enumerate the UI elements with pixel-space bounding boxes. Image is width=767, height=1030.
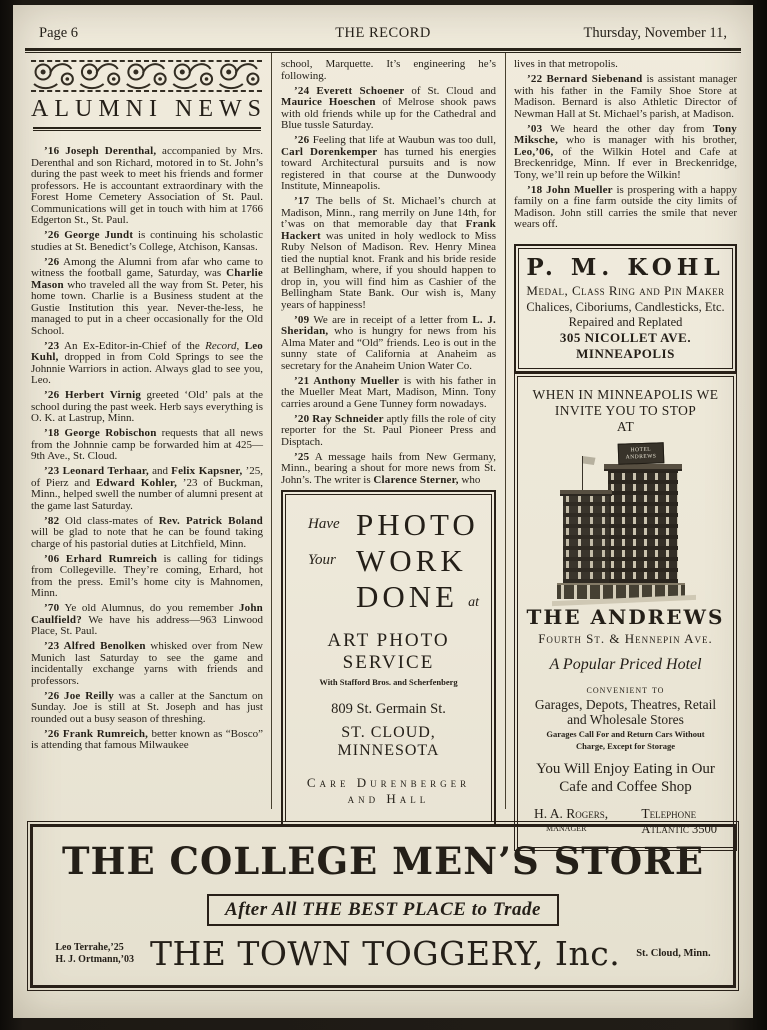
masthead	[13, 5, 753, 47]
photo-ad-word-work: WORK	[356, 542, 467, 578]
pm-kohl-ad	[514, 244, 737, 373]
photo-ad-at: at	[468, 594, 479, 610]
news-paragraph: ’23 Leonard Terhaar, and Felix Kapsner, ’25, of Pierz and Edward Kohler, ’23 of Buckman, Minn., helped swell the number of alumni present at the game last Saturday.	[31, 465, 264, 512]
news-paragraph: ’16 Joseph Derenthal, accompanied by Mrs. Derenthal and son Richard, motored in to St. John’s during the past week to meet his friends and former professors. He is accountant extraordinary with the Forest Home Cemetery Association of St. Paul. Communications will get in touch with him at 1766 Edgerton St., St. Paul.	[31, 145, 264, 226]
kohl-services-line: Repaired and Replated	[568, 315, 683, 329]
photo-ad-street: 809 St. Germain St.	[331, 700, 446, 717]
andrews-hotel-ad-inner	[517, 376, 734, 848]
pm-kohl-ad-inner	[518, 248, 733, 369]
andrews-telephone-number: Atlantic 3500	[641, 822, 717, 836]
hotel-tower-left	[563, 496, 609, 583]
store-owners	[55, 942, 134, 966]
andrews-hotel-ad	[514, 373, 737, 851]
toggery-name: THE TOWN TOGGERY, Inc.	[150, 934, 621, 973]
photo-ad-line	[296, 543, 481, 579]
section-title-rule	[33, 127, 261, 131]
news-paragraph: ’26 Frank Rumreich, better known as “Bosco” is attending that famous Milwaukee	[31, 727, 263, 751]
photo-ad-line	[296, 507, 481, 543]
college-mens-store-ad-inner	[30, 824, 736, 988]
andrews-footer	[526, 796, 725, 841]
hotel-cornice	[604, 464, 682, 471]
andrews-convenient-list: Garages, Depots, Theatres, Retail and Wholesale Stores	[534, 697, 717, 727]
andrews-manager-name: H. A. Rogers,	[534, 806, 609, 821]
photo-ad-your: Your	[308, 552, 336, 568]
andrews-invite-line2: INVITE YOU TO STOP	[554, 403, 697, 418]
kohl-address-line: 305 NICOLLET AVE. MINNEAPOLIS	[559, 330, 692, 361]
news-paragraph: ’24 Everett Schoener of St. Cloud and Maurice Hoeschen of Melrose shook paws with old friends while up for the Cathedral and Blue tussle Saturday.	[281, 84, 496, 131]
issue-date: Thursday, November 11,	[583, 25, 727, 41]
news-paragraph: ’09 We are in receipt of a letter from L. J. Sheridan, who is hungry for news from his Alma Mater and “Old” friends. Leo is out in the sunny state of California at Anaheim as secretary for the Anaheim Union Water Co.	[281, 313, 496, 372]
news-paragraph: ’03 We heard the other day from Tony Miksche, who is manager with his brother, Leo,’06, of the Wilkin Hotel and Cafe at Breckenridge, Minn. If ever in Breckenridge, Tony, we’ll rein up before the Wilkin!	[514, 122, 737, 181]
news-paragraph: ’21 Anthony Mueller is with his father in the Mueller Meat Mart, Madison, Minn. Tony carries around a Gene Tunney form nowadays.	[281, 374, 496, 410]
photo-ad-have: Have	[308, 516, 340, 532]
news-paragraph: ’26 George Jundt is continuing his scholastic studies at St. Benedict’s College, Atchison, Kansas.	[31, 229, 263, 253]
kohl-products-line: Chalices, Ciboriums, Candlesticks, Etc.	[526, 300, 725, 314]
photo-ad-line	[296, 579, 481, 615]
news-paragraph: ’25 A message hails from New Germany, Minn., bearing a shout for more news from St. John’s. The writer is Clarence Sterner, who	[281, 450, 496, 486]
art-photo-service-ad	[281, 490, 496, 826]
newspaper-page	[13, 5, 753, 1018]
store-name: THE COLLEGE MEN’S STORE	[61, 839, 705, 883]
ornament-border-icon	[31, 59, 263, 93]
hotel-sign-line1: HOTEL	[630, 446, 651, 454]
store-owner-2: H. J. Ortmann,’03	[55, 953, 134, 965]
news-paragraph: ’23 Alfred Benolken whisked over from New Munich last Saturday to see the game and incidentally exchange yarns with friends and professors.	[31, 640, 263, 687]
page-number: Page 6	[39, 25, 79, 41]
news-paragraph: ’06 Erhard Rumreich is calling for tidings from Collegeville. They’re coming, Erhard, hot from the press. Emil’s home city is Mahnomen, Minn.	[31, 552, 264, 599]
andrews-cafe-line2: Cafe and Coffee Shop	[559, 779, 692, 795]
news-paragraph: ’18 John Mueller is prospering with a happy family on a fine farm outside the city limits of Madison. John still carries the smile that never wears off.	[514, 183, 738, 230]
alumni-column-middle-text	[281, 59, 496, 490]
photo-ad-partners: With Stafford Bros. and Scherfenberg	[319, 676, 458, 687]
store-footer	[43, 934, 723, 973]
andrews-cafe-line1: You Will Enjoy Eating in Our	[536, 761, 715, 777]
alumni-column-left-text	[31, 146, 263, 755]
news-paragraph: school, Marquette. It’s engineering he’s following.	[281, 58, 496, 82]
store-owner-1: Leo Terrahe,’25	[55, 941, 124, 953]
news-paragraph: ’20 Ray Schneider aptly fills the role of city reporter for the St. Paul Pioneer Press and Disptach.	[281, 412, 496, 448]
photo-ad-word-done: DONE	[356, 578, 459, 614]
alumni-news-header	[31, 59, 267, 139]
andrews-manager-block	[534, 806, 608, 837]
andrews-address: Fourth St. & Hennepin Ave.	[538, 631, 713, 646]
news-paragraph: ’22 Bernard Siebenand is assistant manager with his father in the Family Shoe Store at Madison. Bernard is also Athletic Director of Newman Hall at St. Michael’s parish, at Madison.	[514, 73, 737, 120]
column-right	[506, 53, 739, 836]
news-paragraph: ’26 Joe Reilly was a caller at the Sanctum on Sunday. Joe is still at St. Joseph and has just rounded out a busy season of threshing.	[31, 689, 263, 725]
news-paragraph: ’26 Herbert Virnig greeted ‘Old’ pals at the school during the past week. Herb says everything is O. K. at Lastrup, Minn.	[31, 389, 263, 424]
store-city: St. Cloud, Minn.	[636, 948, 711, 959]
art-photo-service-ad-inner	[285, 494, 492, 822]
andrews-manager-title: manager	[546, 822, 587, 834]
newspaper-title: THE RECORD	[335, 25, 431, 41]
andrews-phone-block	[641, 806, 717, 837]
news-paragraph: ’17 The bells of St. Michael’s church at Madison, Minn., rang merrily on June 14th, for t’was on that memorable day that Frank Hackert was united in holy wedlock to Miss Ruby Nelson of Madison. Rev. Henry Minea tied the nuptial knot. Frank and his bride reside at Bellingham, where, if you should happen to drop in, you will find him as Cashier of the Bellingham State Bank. Our wish is, Many years of happiness!	[281, 195, 496, 311]
andrews-telephone-label: Telephone	[641, 806, 697, 821]
andrews-convenient-label: convenient to	[586, 684, 665, 696]
column-middle	[271, 53, 506, 809]
andrews-hotel-name: THE ANDREWS	[526, 605, 725, 629]
news-paragraph: ’23 An Ex-Editor-in-Chief of the Record, Leo Kuhl, dropped in from Cold Springs to see the Johnnie Warriors in action. Always glad to see you, Leo.	[31, 339, 264, 386]
column-left	[27, 53, 271, 809]
alumni-column-right-text	[514, 59, 737, 234]
hotel-building-illustration	[552, 443, 700, 601]
news-paragraph: ’18 George Robischon requests that all news from the Johnnie camp be forwarded him at 425—9th Ave., St. Cloud.	[31, 427, 263, 462]
andrews-invite-line1: WHEN IN MINNEAPOLIS WE	[532, 387, 719, 402]
news-paragraph: lives in that metropolis.	[514, 58, 618, 70]
store-slogan: After All THE BEST PLACE to Trade	[207, 894, 559, 926]
andrews-tagline: A Popular Priced Hotel	[549, 656, 702, 673]
columns	[13, 53, 753, 836]
news-paragraph: ’82 Old class-mates of Rev. Patrick Boland will be glad to note that he can be found taking charge of his pastorial duties at Litchfield, Minn.	[31, 514, 263, 550]
andrews-garage-note-line1: Garages Call For and Return Cars Without	[546, 729, 705, 739]
news-paragraph: ’26 Among the Alumni from afar who came to witness the football game, Saturday, was Charlie Mason who traveled all the way from St. Peter, his home town. Charlie is a Business student at the Gustie Institution this year. Never-the-less, he managed to put in a cheer occasionally for the Old School.	[31, 255, 263, 337]
hotel-flag-icon	[583, 456, 596, 465]
hotel-sign-line2: ANDREWS	[625, 452, 657, 461]
photo-ad-service-name: ART PHOTO SERVICE	[327, 629, 450, 673]
kohl-trade-line: Medal, Class Ring and Pin Maker	[526, 283, 725, 298]
hotel-tower-right	[608, 471, 678, 583]
college-mens-store-ad	[27, 821, 739, 991]
photo-ad-care-line: Care Durenberger and Hall	[306, 774, 471, 806]
section-title: ALUMNI NEWS	[31, 96, 267, 122]
photo-ad-word-photo: PHOTO	[356, 506, 479, 542]
kohl-name: P. M. KOHL	[526, 254, 725, 281]
news-paragraph: ’70 Ye old Alumnus, do you remember John Caulfield? We have his address—963 Linwood Place, St. Paul.	[31, 602, 263, 637]
andrews-invite-line3: AT	[616, 419, 635, 434]
news-paragraph: ’26 Feeling that life at Waubun was too dull, Carl Dorenkemper has turned his energies toward Architectural pursuits and is now registered in that course at the Dunwoody Institute, Minneapolis.	[281, 134, 496, 192]
photo-ad-city: ST. CLOUD, MINNESOTA	[337, 723, 440, 759]
andrews-garage-note-line2: Charge, Except for Storage	[576, 741, 675, 751]
hotel-rooftop-sign	[617, 442, 664, 465]
